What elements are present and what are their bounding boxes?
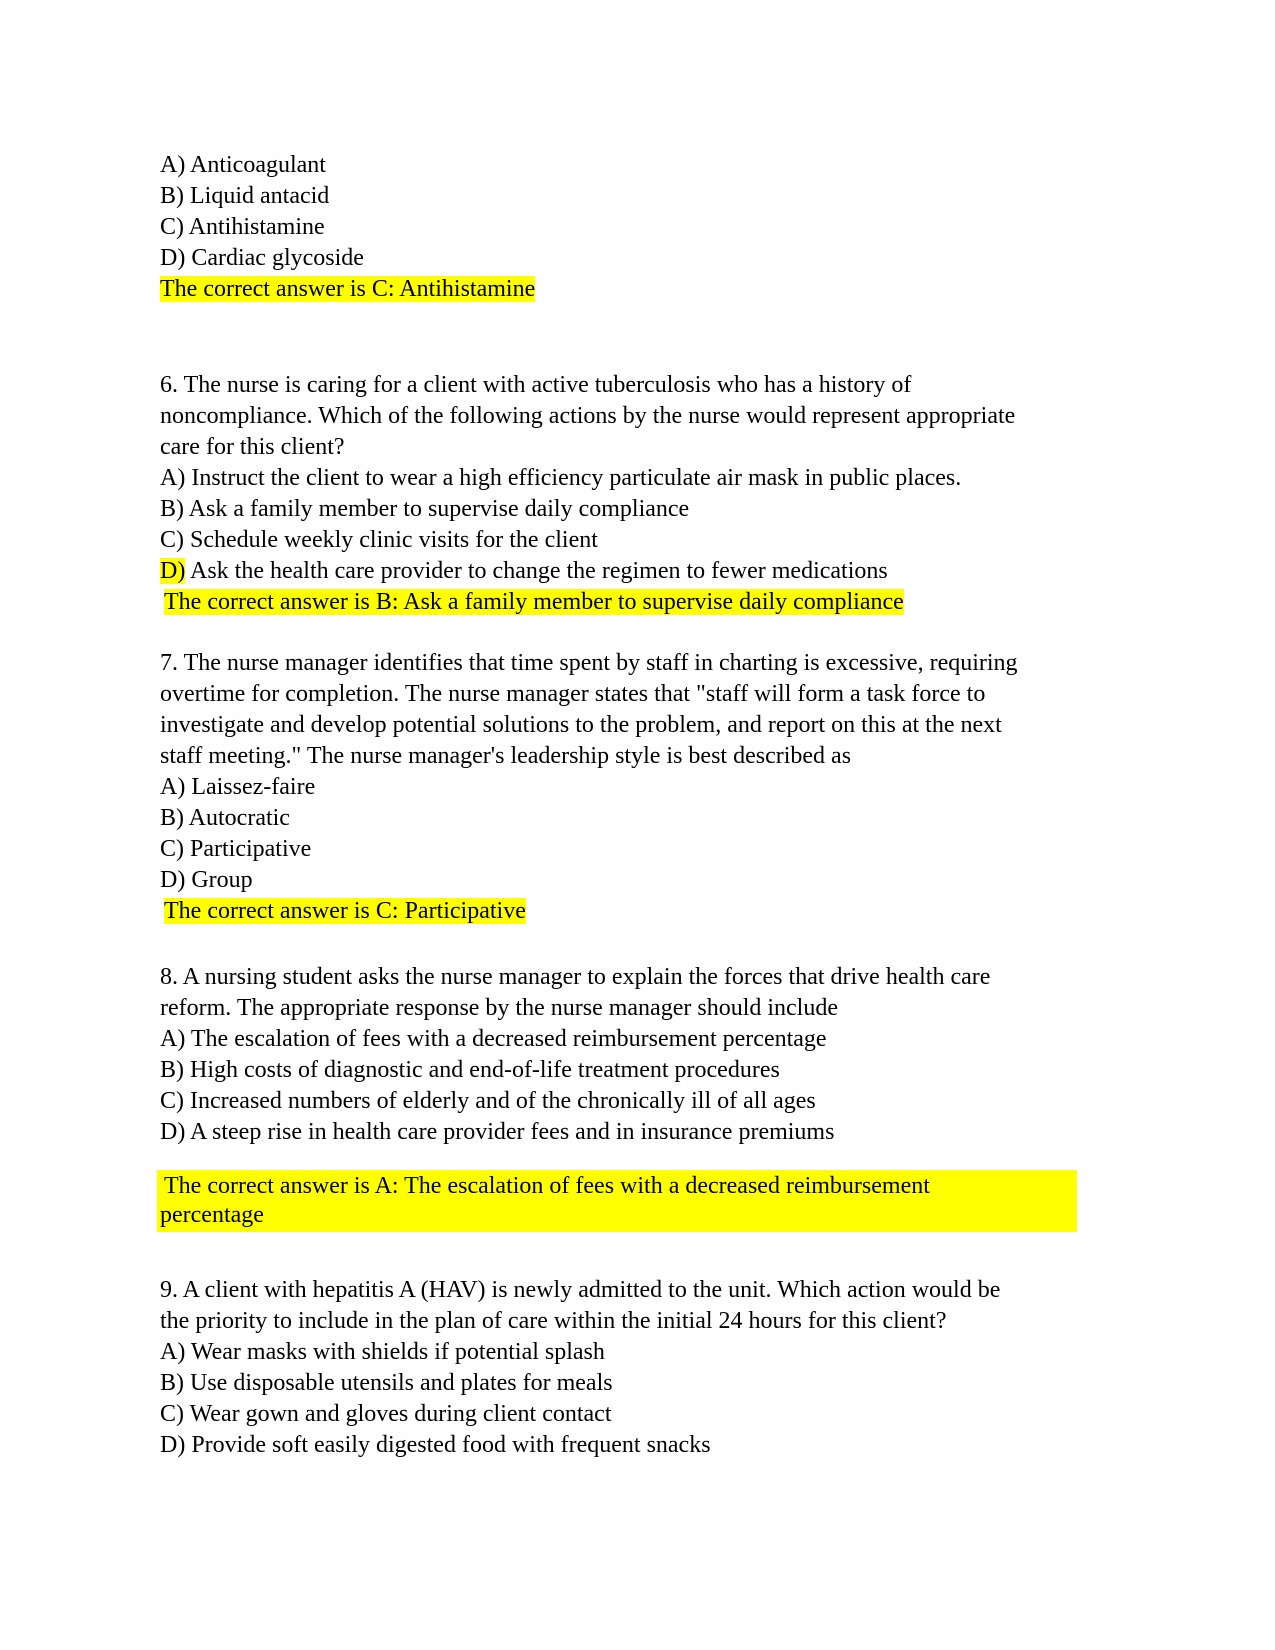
q8-question-line-2: reform. The appropriate response by the nurse manager should include: [160, 995, 838, 1021]
q5-option-a: A) Anticoagulant: [160, 152, 326, 178]
q7-question-line-1: 7. The nurse manager identifies that time spent by staff in charting is excessive, requiring: [160, 650, 1018, 676]
q7-question-line-4: staff meeting." The nurse manager's leadership style is best described as: [160, 743, 852, 769]
q6-answer: The correct answer is B: Ask a family member to supervise daily compliance: [164, 589, 904, 615]
q7-option-b: B) Autocratic: [160, 805, 290, 831]
q6-question-line-3: care for this client?: [160, 434, 345, 460]
q5-answer: The correct answer is C: Antihistamine: [160, 276, 536, 302]
q7-option-c: C) Participative: [160, 836, 312, 862]
q6-option-d: [160, 556, 888, 586]
q8-answer-highlight: [157, 1170, 1077, 1232]
q9-question-line-2: the priority to include in the plan of care within the initial 24 hours for this client?: [160, 1308, 947, 1334]
q8-answer-line-1: The correct answer is A: The escalation of fees with a decreased reimbursement: [164, 1173, 930, 1199]
q5-option-b: B) Liquid antacid: [160, 183, 330, 209]
q8-answer-line-2: percentage: [160, 1202, 264, 1228]
q6-option-d-text: Ask the health care provider to change the regimen to fewer medications: [185, 558, 888, 584]
q6-question-line-1: 6. The nurse is caring for a client with active tuberculosis who has a history of: [160, 372, 912, 398]
q9-option-b: B) Use disposable utensils and plates for meals: [160, 1370, 613, 1396]
q7-question-line-3: investigate and develop potential solutions to the problem, and report on this at the next: [160, 712, 1002, 738]
q7-question-line-2: overtime for completion. The nurse manager states that "staff will form a task force to: [160, 681, 986, 707]
q6-option-b: B) Ask a family member to supervise daily compliance: [160, 496, 690, 522]
q7-option-a: A) Laissez-faire: [160, 774, 316, 800]
q8-question-line-1: 8. A nursing student asks the nurse manager to explain the forces that drive health care: [160, 964, 991, 990]
q8-option-d: D) A steep rise in health care provider fees and in insurance premiums: [160, 1119, 835, 1145]
q9-option-d: D) Provide soft easily digested food with frequent snacks: [160, 1432, 711, 1458]
q9-option-c: C) Wear gown and gloves during client contact: [160, 1401, 612, 1427]
q5-option-c: C) Antihistamine: [160, 214, 325, 240]
q9-question-line-1: 9. A client with hepatitis A (HAV) is newly admitted to the unit. Which action would be: [160, 1277, 1001, 1303]
q7-answer: The correct answer is C: Participative: [164, 898, 526, 924]
q9-option-a: A) Wear masks with shields if potential splash: [160, 1339, 605, 1365]
q8-option-a: A) The escalation of fees with a decreased reimbursement percentage: [160, 1026, 827, 1052]
q6-option-c: C) Schedule weekly clinic visits for the client: [160, 527, 598, 553]
q6-option-a: A) Instruct the client to wear a high efficiency particulate air mask in public places.: [160, 465, 962, 491]
q8-option-c: C) Increased numbers of elderly and of the chronically ill of all ages: [160, 1088, 816, 1114]
q8-option-b: B) High costs of diagnostic and end-of-life treatment procedures: [160, 1057, 780, 1083]
q6-option-d-letter: D): [160, 558, 186, 584]
q6-question-line-2: noncompliance. Which of the following actions by the nurse would represent appropriate: [160, 403, 1016, 429]
q5-option-d: D) Cardiac glycoside: [160, 245, 364, 271]
q7-option-d: D) Group: [160, 867, 253, 893]
